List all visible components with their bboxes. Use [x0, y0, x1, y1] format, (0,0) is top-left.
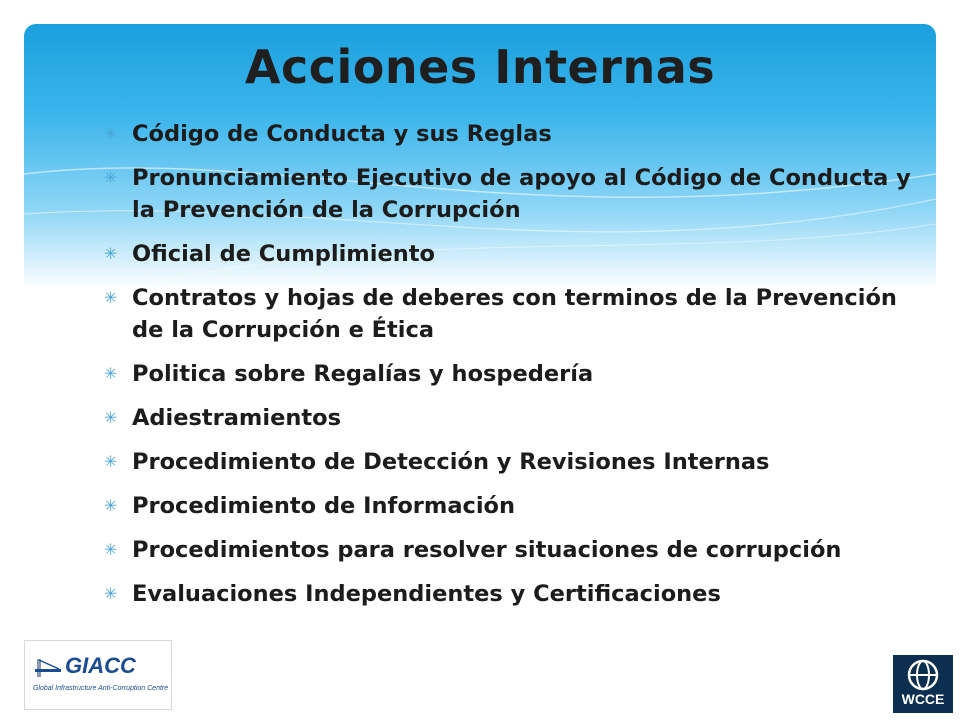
- bullet-item: ✳ Código de Conducta y sus Reglas: [104, 118, 924, 150]
- bullet-item: ✳ Adiestramientos: [104, 402, 924, 434]
- bullet-item: ✳ Oficial de Cumplimiento: [104, 238, 924, 270]
- wcce-logo: [893, 655, 953, 713]
- bullet-item: ✳ Procedimiento de Información: [104, 490, 924, 522]
- asterisk-bullet-icon: ✳: [104, 124, 118, 143]
- giacc-subtitle: Global Infrastructure Anti-Corruption Centre: [33, 685, 169, 692]
- bullet-item: ✳ Contratos y hojas de deberes con terminos de la Prevención de la Corrupción e Ética: [104, 282, 924, 346]
- slide-title: Acciones Internas: [244, 40, 716, 94]
- bullet-item: ✳ Procedimiento de Detección y Revisiones Internas: [104, 446, 924, 478]
- bullet-item: ✳ Procedimientos para resolver situaciones de corrupción: [104, 534, 924, 566]
- asterisk-bullet-icon: ✳: [104, 540, 118, 559]
- bridge-icon: [35, 657, 61, 679]
- asterisk-bullet-icon: ✳: [104, 452, 118, 471]
- asterisk-bullet-icon: ✳: [104, 244, 118, 263]
- bullet-list: [104, 118, 924, 622]
- asterisk-bullet-icon: ✳: [104, 364, 118, 383]
- asterisk-bullet-icon: ✳: [104, 584, 118, 603]
- asterisk-bullet-icon: ✳: [104, 496, 118, 515]
- giacc-wordmark: GIACC: [65, 653, 136, 678]
- giacc-logo: [24, 640, 172, 710]
- asterisk-bullet-icon: ✳: [104, 288, 118, 307]
- bullet-item: ✳ Politica sobre Regalías y hospedería: [104, 358, 924, 390]
- wcce-wordmark: WCCE: [901, 691, 945, 707]
- globe-icon: [903, 659, 943, 691]
- bullet-item: ✳ Pronunciamiento Ejecutivo de apoyo al Código de Conducta y la Prevención de la Corrupción: [104, 162, 924, 226]
- bullet-item: ✳ Evaluaciones Independientes y Certificaciones: [104, 578, 924, 610]
- asterisk-bullet-icon: ✳: [104, 168, 118, 187]
- asterisk-bullet-icon: ✳: [104, 408, 118, 427]
